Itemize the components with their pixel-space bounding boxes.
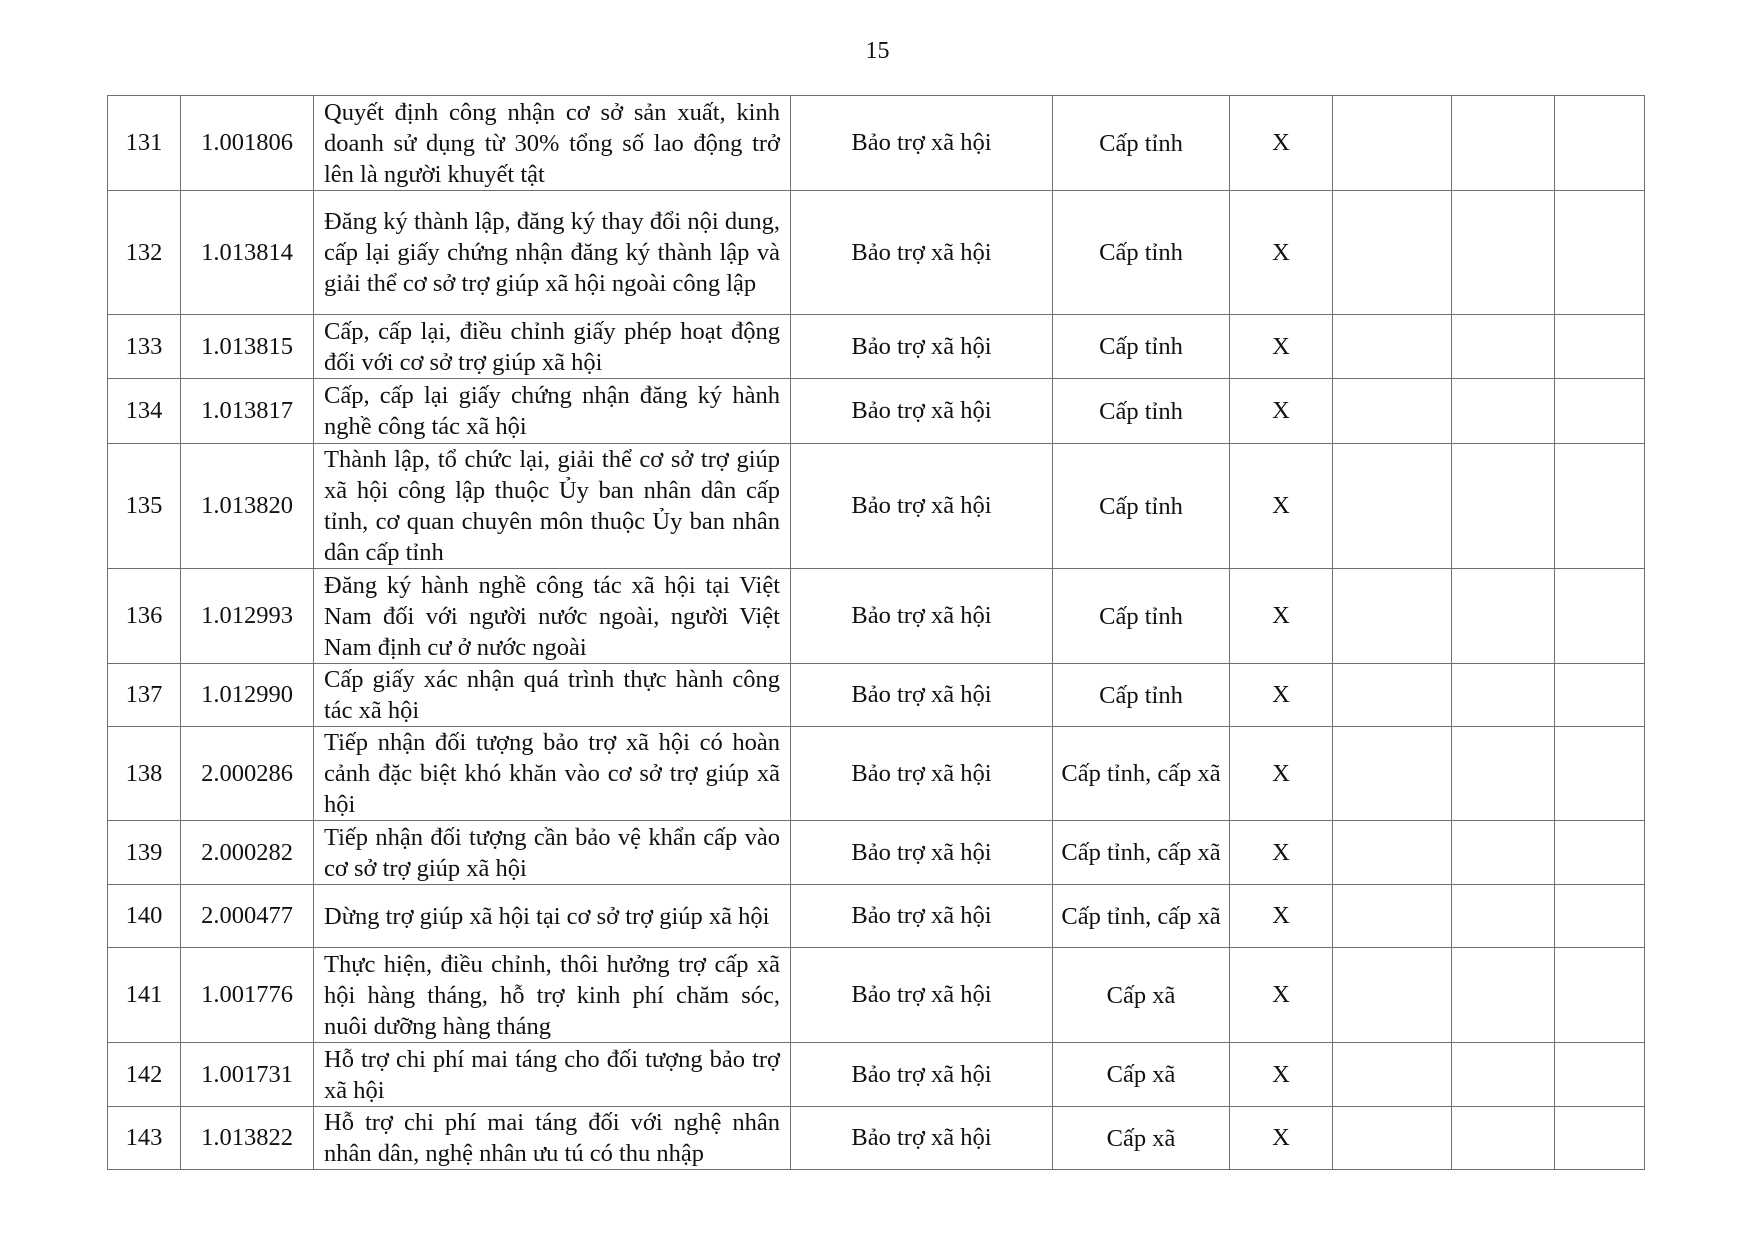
table-row xyxy=(108,1043,1645,1107)
table-row xyxy=(108,444,1645,569)
cell-procedure-name: Đăng ký thành lập, đăng ký thay đổi nội dung, cấp lại giấy chứng nhận đăng ký thành lập và giải thể cơ sở trợ giúp xã hội ngoài công lập xyxy=(314,191,791,315)
cell-empty-3 xyxy=(1555,664,1645,727)
cell-field: Bảo trợ xã hội xyxy=(791,664,1053,727)
cell-mark: X xyxy=(1230,1107,1333,1170)
cell-empty-2 xyxy=(1452,727,1555,821)
cell-empty-2 xyxy=(1452,1043,1555,1107)
cell-empty-1 xyxy=(1333,948,1452,1043)
cell-procedure-code: 2.000282 xyxy=(181,821,314,885)
cell-index: 141 xyxy=(108,948,181,1043)
cell-mark: X xyxy=(1230,379,1333,444)
cell-authority-level: Cấp tỉnh xyxy=(1053,664,1230,727)
cell-index: 132 xyxy=(108,191,181,315)
cell-field: Bảo trợ xã hội xyxy=(791,191,1053,315)
cell-index: 143 xyxy=(108,1107,181,1170)
cell-procedure-code: 1.013815 xyxy=(181,315,314,379)
cell-empty-2 xyxy=(1452,96,1555,191)
cell-field: Bảo trợ xã hội xyxy=(791,1043,1053,1107)
cell-procedure-code: 1.012990 xyxy=(181,664,314,727)
table-body xyxy=(108,96,1645,1170)
cell-authority-level: Cấp tỉnh xyxy=(1053,379,1230,444)
cell-empty-1 xyxy=(1333,821,1452,885)
cell-empty-1 xyxy=(1333,727,1452,821)
cell-procedure-code: 1.013817 xyxy=(181,379,314,444)
cell-procedure-name: Cấp, cấp lại giấy chứng nhận đăng ký hành nghề công tác xã hội xyxy=(314,379,791,444)
cell-index: 136 xyxy=(108,569,181,664)
cell-mark: X xyxy=(1230,885,1333,948)
table-row xyxy=(108,191,1645,315)
cell-empty-1 xyxy=(1333,444,1452,569)
cell-mark: X xyxy=(1230,315,1333,379)
cell-empty-1 xyxy=(1333,96,1452,191)
cell-empty-2 xyxy=(1452,664,1555,727)
table-row xyxy=(108,821,1645,885)
cell-procedure-name: Dừng trợ giúp xã hội tại cơ sở trợ giúp xã hội xyxy=(314,885,791,948)
cell-mark: X xyxy=(1230,727,1333,821)
cell-mark: X xyxy=(1230,569,1333,664)
cell-empty-3 xyxy=(1555,1043,1645,1107)
cell-index: 140 xyxy=(108,885,181,948)
cell-authority-level: Cấp tỉnh, cấp xã xyxy=(1053,727,1230,821)
cell-field: Bảo trợ xã hội xyxy=(791,821,1053,885)
table-row xyxy=(108,379,1645,444)
table-row xyxy=(108,315,1645,379)
cell-authority-level: Cấp xã xyxy=(1053,1107,1230,1170)
cell-mark: X xyxy=(1230,191,1333,315)
cell-procedure-name: Thực hiện, điều chỉnh, thôi hưởng trợ cấp xã hội hàng tháng, hỗ trợ kinh phí chăm sóc, nuôi dưỡng hàng tháng xyxy=(314,948,791,1043)
cell-index: 142 xyxy=(108,1043,181,1107)
cell-authority-level: Cấp tỉnh xyxy=(1053,444,1230,569)
cell-empty-1 xyxy=(1333,191,1452,315)
cell-authority-level: Cấp xã xyxy=(1053,948,1230,1043)
cell-index: 139 xyxy=(108,821,181,885)
cell-procedure-code: 2.000477 xyxy=(181,885,314,948)
cell-empty-2 xyxy=(1452,379,1555,444)
cell-field: Bảo trợ xã hội xyxy=(791,885,1053,948)
cell-procedure-name: Thành lập, tổ chức lại, giải thể cơ sở trợ giúp xã hội công lập thuộc Ủy ban nhân dân cấp tỉnh, cơ quan chuyên môn thuộc Ủy ban nhân dân cấp tỉnh xyxy=(314,444,791,569)
cell-authority-level: Cấp tỉnh xyxy=(1053,96,1230,191)
cell-procedure-code: 1.013820 xyxy=(181,444,314,569)
cell-index: 138 xyxy=(108,727,181,821)
cell-mark: X xyxy=(1230,444,1333,569)
cell-mark: X xyxy=(1230,821,1333,885)
cell-empty-3 xyxy=(1555,1107,1645,1170)
cell-procedure-code: 1.001731 xyxy=(181,1043,314,1107)
cell-index: 135 xyxy=(108,444,181,569)
cell-empty-2 xyxy=(1452,569,1555,664)
cell-authority-level: Cấp tỉnh, cấp xã xyxy=(1053,821,1230,885)
table-row xyxy=(108,96,1645,191)
cell-index: 133 xyxy=(108,315,181,379)
cell-procedure-name: Cấp giấy xác nhận quá trình thực hành công tác xã hội xyxy=(314,664,791,727)
cell-empty-1 xyxy=(1333,1107,1452,1170)
cell-procedure-code: 1.012993 xyxy=(181,569,314,664)
cell-procedure-name: Tiếp nhận đối tượng bảo trợ xã hội có hoàn cảnh đặc biệt khó khăn vào cơ sở trợ giúp xã hội xyxy=(314,727,791,821)
cell-procedure-name: Đăng ký hành nghề công tác xã hội tại Việt Nam đối với người nước ngoài, người Việt Nam định cư ở nước ngoài xyxy=(314,569,791,664)
cell-index: 134 xyxy=(108,379,181,444)
cell-authority-level: Cấp tỉnh xyxy=(1053,191,1230,315)
cell-field: Bảo trợ xã hội xyxy=(791,379,1053,444)
cell-empty-1 xyxy=(1333,885,1452,948)
cell-empty-2 xyxy=(1452,885,1555,948)
cell-empty-1 xyxy=(1333,1043,1452,1107)
cell-empty-3 xyxy=(1555,379,1645,444)
cell-empty-2 xyxy=(1452,821,1555,885)
cell-field: Bảo trợ xã hội xyxy=(791,315,1053,379)
cell-index: 137 xyxy=(108,664,181,727)
cell-authority-level: Cấp tỉnh, cấp xã xyxy=(1053,885,1230,948)
cell-empty-3 xyxy=(1555,444,1645,569)
cell-procedure-name: Cấp, cấp lại, điều chỉnh giấy phép hoạt động đối với cơ sở trợ giúp xã hội xyxy=(314,315,791,379)
cell-index: 131 xyxy=(108,96,181,191)
cell-procedure-code: 1.001806 xyxy=(181,96,314,191)
cell-mark: X xyxy=(1230,1043,1333,1107)
cell-empty-2 xyxy=(1452,948,1555,1043)
cell-empty-3 xyxy=(1555,96,1645,191)
cell-procedure-name: Hỗ trợ chi phí mai táng đối với nghệ nhân nhân dân, nghệ nhân ưu tú có thu nhập xyxy=(314,1107,791,1170)
cell-empty-1 xyxy=(1333,569,1452,664)
cell-mark: X xyxy=(1230,664,1333,727)
cell-mark: X xyxy=(1230,948,1333,1043)
cell-field: Bảo trợ xã hội xyxy=(791,96,1053,191)
cell-authority-level: Cấp tỉnh xyxy=(1053,315,1230,379)
cell-authority-level: Cấp tỉnh xyxy=(1053,569,1230,664)
cell-field: Bảo trợ xã hội xyxy=(791,948,1053,1043)
cell-empty-3 xyxy=(1555,191,1645,315)
cell-procedure-name: Hỗ trợ chi phí mai táng cho đối tượng bảo trợ xã hội xyxy=(314,1043,791,1107)
table-row xyxy=(108,1107,1645,1170)
cell-empty-3 xyxy=(1555,821,1645,885)
cell-field: Bảo trợ xã hội xyxy=(791,569,1053,664)
table-row xyxy=(108,948,1645,1043)
cell-empty-3 xyxy=(1555,727,1645,821)
table-row xyxy=(108,569,1645,664)
table-row xyxy=(108,727,1645,821)
table-row xyxy=(108,885,1645,948)
cell-procedure-code: 2.000286 xyxy=(181,727,314,821)
page-number: 15 xyxy=(865,38,890,64)
cell-procedure-code: 1.013814 xyxy=(181,191,314,315)
cell-procedure-name: Tiếp nhận đối tượng cần bảo vệ khẩn cấp vào cơ sở trợ giúp xã hội xyxy=(314,821,791,885)
cell-field: Bảo trợ xã hội xyxy=(791,727,1053,821)
cell-empty-1 xyxy=(1333,379,1452,444)
procedures-table xyxy=(107,95,1645,1170)
cell-empty-2 xyxy=(1452,191,1555,315)
table-row xyxy=(108,664,1645,727)
cell-empty-1 xyxy=(1333,664,1452,727)
cell-empty-2 xyxy=(1452,1107,1555,1170)
cell-procedure-name: Quyết định công nhận cơ sở sản xuất, kinh doanh sử dụng từ 30% tổng số lao động trở lên là người khuyết tật xyxy=(314,96,791,191)
cell-field: Bảo trợ xã hội xyxy=(791,444,1053,569)
cell-field: Bảo trợ xã hội xyxy=(791,1107,1053,1170)
cell-empty-3 xyxy=(1555,315,1645,379)
cell-empty-3 xyxy=(1555,569,1645,664)
cell-procedure-code: 1.013822 xyxy=(181,1107,314,1170)
cell-empty-1 xyxy=(1333,315,1452,379)
cell-mark: X xyxy=(1230,96,1333,191)
cell-authority-level: Cấp xã xyxy=(1053,1043,1230,1107)
cell-empty-3 xyxy=(1555,885,1645,948)
cell-empty-2 xyxy=(1452,315,1555,379)
cell-empty-2 xyxy=(1452,444,1555,569)
cell-procedure-code: 1.001776 xyxy=(181,948,314,1043)
cell-empty-3 xyxy=(1555,948,1645,1043)
